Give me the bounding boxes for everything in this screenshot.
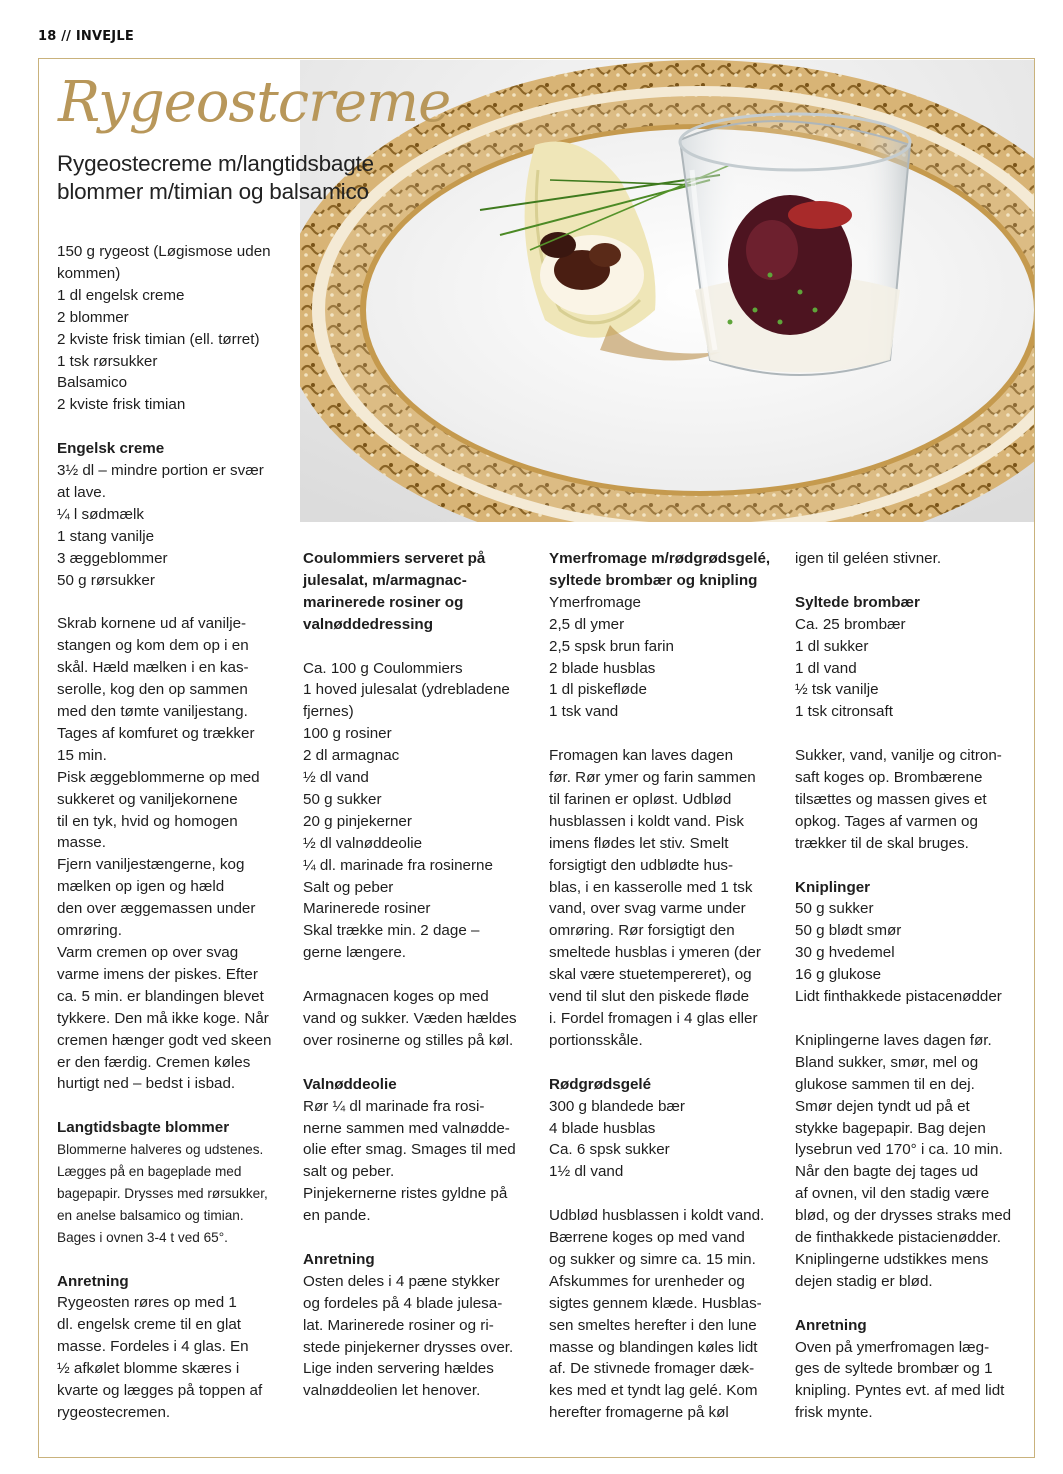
text-line: stykke bagepapir. Bag dejen	[795, 1119, 986, 1137]
text-line: 50 g sukker	[795, 900, 874, 918]
recipe-heading: syltede brombær og knipling	[549, 571, 758, 589]
section-heading: Anretning	[57, 1272, 129, 1290]
text-line: ½ tsk vanilje	[795, 681, 879, 699]
column-3	[549, 548, 784, 1424]
text-line: Afskummes for urenheder og	[549, 1272, 745, 1290]
text-line: en pande.	[303, 1207, 371, 1225]
text-line: 1 tsk vand	[549, 703, 619, 721]
recipe-heading: Ymerfromage m/rødgrødsgelé,	[549, 550, 771, 567]
text-line: knipling. Pyntes evt. af med lidt	[795, 1382, 1005, 1400]
text-line: den over æggemassen under	[57, 900, 256, 918]
text-line: Tages af komfuret og trækker	[57, 724, 255, 742]
text-line: salt og peber.	[303, 1163, 395, 1181]
text-line: af. De stivnede fromager dæk-	[549, 1360, 755, 1378]
text-line: sen smeltes herefter i den lune	[549, 1316, 757, 1334]
text-line: masse. Fordeles i 4 glas. En	[57, 1338, 249, 1356]
text-line: Smør dejen tyndt ud på et	[795, 1097, 970, 1115]
text-line: skål. Hæld mælken i en kas-	[57, 659, 249, 677]
text-line: sukkeret og vaniljekornene	[57, 790, 238, 808]
section-heading: Valnøddeolie	[303, 1075, 397, 1093]
text-line: stangen og kom dem op i en	[57, 637, 249, 655]
text-line: 2,5 dl ymer	[549, 615, 625, 633]
recipe-title: Rygeostcreme	[58, 70, 451, 135]
recipe-heading: marinerede rosiner og	[303, 593, 464, 611]
text-line: kes med et tyndt lag gelé. Kom	[549, 1382, 758, 1400]
text-line: ¼ l sødmælk	[57, 505, 144, 523]
text-line: Pinjekernerne ristes gyldne på	[303, 1185, 508, 1203]
text-line: Skrab kornene ud af vanilje-	[57, 615, 247, 633]
text-line: 150 g rygeost (Løgismose uden	[57, 243, 271, 260]
text-line: valnøddeolien let henover.	[303, 1382, 481, 1400]
text-line: mælken op igen og hæld	[57, 878, 225, 896]
text-line: 1½ dl vand	[549, 1163, 624, 1181]
section-heading: Langtidsbagte blommer	[57, 1119, 230, 1137]
blommer-text	[57, 1139, 292, 1249]
section-heading: Kniplinger	[795, 878, 871, 896]
text-line: ¼ dl. marinade fra rosinerne	[303, 856, 493, 874]
subtitle-line: blommer m/timian og balsamico	[57, 179, 369, 204]
text-line: Kniplingerne laves dagen før.	[795, 1031, 992, 1049]
text-line: og fordeles på 4 blade julesa-	[303, 1294, 503, 1312]
text-line: dejen stadig er blød.	[795, 1272, 933, 1290]
text-line: 300 g blandede bær	[549, 1097, 685, 1115]
text-line: stede pinjekerner drysses over.	[303, 1338, 514, 1356]
section-heading: Engelsk creme	[57, 440, 165, 458]
text-line: portionsskåle.	[549, 1031, 643, 1049]
text-line: herefter fromagerne på køl	[549, 1404, 729, 1422]
text-line: Rygeosten røres op med 1	[57, 1294, 237, 1312]
text-line: frisk mynte.	[795, 1404, 873, 1422]
text-line: Armagnacen koges op med	[303, 988, 489, 1006]
text-line: 15 min.	[57, 746, 107, 764]
text-line: Osten deles i 4 pæne stykker	[303, 1272, 500, 1290]
text-line: Ca. 6 spsk sukker	[549, 1141, 670, 1159]
text-line: husblassen i koldt vand. Pisk	[549, 812, 745, 830]
text-line: olie efter smag. Smages til med	[303, 1141, 516, 1159]
text-line: 2 kviste frisk timian	[57, 396, 186, 414]
text-line: 4 blade husblas	[549, 1119, 656, 1137]
text-line: omrøring. Rør forsigtigt den	[549, 922, 735, 940]
text-line: vand, over svag varme under	[549, 900, 746, 918]
text-line: omrøring.	[57, 922, 122, 940]
text-line: 1 stang vanilje	[57, 527, 155, 545]
text-line: 2 kviste frisk timian (ell. tørret)	[57, 330, 260, 348]
text-line: Pisk æggeblommerne op med	[57, 768, 260, 786]
section-heading: Rødgrødsgelé	[549, 1075, 652, 1093]
text-line: før. Rør ymer og farin sammen	[549, 769, 756, 787]
text-line: masse.	[57, 834, 106, 852]
column-2	[303, 548, 538, 1402]
text-line: af ovnen, vil den stadig være	[795, 1185, 990, 1203]
text-line: Lige inden servering hældes	[303, 1360, 494, 1378]
text-line: Rør ¼ dl marinade fra rosi-	[303, 1097, 485, 1115]
text-line: Oven på ymerfromagen læg-	[795, 1338, 990, 1356]
text-line: er den færdig. Cremen køles	[57, 1053, 251, 1071]
page-header: 18 // INVEJLE	[38, 29, 134, 44]
text-line: Bland sukker, smør, mel og	[795, 1053, 979, 1071]
text-line: Varm cremen op over svag	[57, 943, 239, 961]
text-line: forsigtigt den udblødte hus-	[549, 856, 734, 874]
text-line: skal være stuetempereret), og	[549, 966, 752, 984]
text-line: igen til geléen stivner.	[795, 550, 942, 567]
text-line: 20 g pinjekerner	[303, 812, 412, 830]
recipe-heading: julesalat, m/armagnac-	[303, 571, 467, 589]
text-line: ½ afkølet blomme skæres i	[57, 1360, 240, 1378]
section-heading: Anretning	[795, 1316, 867, 1334]
text-line: Ca. 100 g Coulommiers	[303, 659, 463, 677]
text-line: 16 g glukose	[795, 966, 882, 984]
text-line: lat. Marinerede rosiner og ri-	[303, 1316, 494, 1334]
text-line: 30 g hvedemel	[795, 944, 895, 962]
text-line: i. Fordel fromagen i 4 glas eller	[549, 1010, 758, 1028]
text-line: fjernes)	[303, 703, 354, 721]
text-line: ges de syltede brombær og 1	[795, 1360, 993, 1378]
text-line: 1 dl sukker	[795, 637, 869, 655]
text-line: smeltede husblas i ymeren (der	[549, 944, 761, 962]
text-line: Udblød husblassen i koldt vand.	[549, 1207, 765, 1225]
text-line: de finthakkede pistacienødder.	[795, 1229, 1002, 1247]
text-line: 3 æggeblommer	[57, 549, 168, 567]
text-line: saft koges op. Brombærene	[795, 769, 983, 787]
text-line: med den tømte vaniljestang.	[57, 703, 248, 720]
section-heading: Anretning	[303, 1250, 375, 1268]
subtitle-line: Rygeostecreme m/langtidsbagte	[57, 151, 374, 176]
text-line: opkog. Tages af varmen og	[795, 812, 978, 830]
text-line: 1 hoved julesalat (ydrebladene	[303, 681, 510, 699]
text-line: 1 dl vand	[795, 659, 857, 677]
text-line: imens flødes let stiv. Smelt	[549, 834, 729, 852]
text-line: til en tyk, hvid og homogen	[57, 812, 238, 830]
text-line: Fromagen kan laves dagen	[549, 747, 734, 765]
text-line: over rosinerne og stilles på køl.	[303, 1031, 514, 1049]
text-line: glukose sammen til en dej.	[795, 1075, 975, 1093]
text-line: 1 tsk citronsaft	[795, 703, 893, 721]
text-line: Ymerfromage	[549, 593, 642, 611]
text-line: Lidt finthakkede pistacenødder	[795, 988, 1002, 1006]
text-line: nerne sammen med valnødde-	[303, 1119, 510, 1137]
text-line: til farinen er opløst. Udblød	[549, 790, 732, 808]
text-line: 50 g sukker	[303, 790, 382, 808]
text-line: cremen hænger godt ved skeen	[57, 1031, 272, 1049]
text-line: 2,5 spsk brun farin	[549, 637, 674, 655]
text-line: 1 dl piskefløde	[549, 681, 647, 699]
text-line: blas, i en kasserolle med 1 tsk	[549, 878, 753, 896]
text-line: dl. engelsk creme til en glat	[57, 1316, 242, 1334]
text-line: Salt og peber	[303, 878, 394, 896]
text-line: Ca. 25 brombær	[795, 615, 906, 633]
recipe-heading: Coulommiers serveret på	[303, 550, 486, 567]
text-line: 100 g rosiner	[303, 725, 392, 743]
recipe-heading: valnøddedressing	[303, 615, 433, 633]
text-line: vend til slut den piskede fløde	[549, 988, 750, 1006]
text-line: ½ dl vand	[303, 769, 369, 787]
text-line: trækker til de skal bruges.	[795, 834, 969, 852]
text-line: kvarte og lægges på toppen af	[57, 1382, 263, 1400]
text-line: Når den bagte dej tages ud	[795, 1163, 979, 1181]
text-line: tykkere. Den må ikke koge. Når	[57, 1009, 269, 1027]
text-line: masse og blandingen køles lidt	[549, 1338, 758, 1356]
section-heading: Syltede brombær	[795, 593, 920, 611]
text-line: Balsamico	[57, 374, 128, 392]
text-line: Fjern vaniljestængerne, kog	[57, 856, 245, 874]
text-line: 2 blade husblas	[549, 659, 656, 677]
text-line: en anelse balsamico og timian.	[57, 1207, 244, 1223]
text-line: lysebrun ved 170° i ca. 10 min.	[795, 1141, 1003, 1159]
text-line: hurtigt ned – bedst i isbad.	[57, 1075, 236, 1093]
text-line: Lægges på en bageplade med	[57, 1164, 242, 1180]
text-line: Blommerne halveres og udstenes.	[57, 1142, 264, 1158]
text-line: 3½ dl – mindre portion er svær	[57, 462, 264, 480]
text-line: vand og sukker. Væden hældes	[303, 1010, 517, 1027]
ingredient-list	[57, 241, 292, 416]
text-line: sigtes gennem klæde. Husblas-	[549, 1294, 762, 1312]
text-line: Bages i ovnen 3-4 t ved 65°.	[57, 1229, 228, 1245]
column-4	[795, 548, 1030, 1424]
text-line: ca. 5 min. er blandingen blevet	[57, 987, 264, 1005]
text-line: varme imens der piskes. Efter	[57, 965, 258, 983]
text-line: og sukker og simre ca. 15 min.	[549, 1250, 756, 1268]
text-line: gerne længere.	[303, 944, 407, 962]
text-line: 2 dl armagnac	[303, 747, 400, 765]
text-line: 1 dl engelsk creme	[57, 286, 185, 304]
text-line: 1 tsk rørsukker	[57, 352, 158, 370]
text-line: blød, og der drysses straks med	[795, 1207, 1012, 1225]
text-line: 50 g rørsukker	[57, 571, 155, 589]
column-1	[57, 241, 292, 1424]
text-line: Kniplingerne udstikkes mens	[795, 1250, 989, 1268]
text-line: 2 blommer	[57, 308, 129, 326]
text-line: ½ dl valnøddeolie	[303, 834, 423, 852]
text-line: serolle, kog den op sammen	[57, 681, 248, 699]
recipe-subtitle	[57, 150, 387, 206]
text-line: rygeostecremen.	[57, 1403, 171, 1421]
text-line: kommen)	[57, 264, 121, 282]
text-line: 50 g blødt smør	[795, 922, 902, 940]
text-line: tilsættes og massen gives et	[795, 790, 987, 808]
text-line: Skal trække min. 2 dage –	[303, 922, 480, 940]
text-line: Marinerede rosiner	[303, 900, 431, 918]
text-line: bagepapir. Drysses med rørsukker,	[57, 1185, 268, 1201]
text-line: Bærrene koges op med vand	[549, 1229, 745, 1247]
text-line: at lave.	[57, 483, 106, 501]
text-line: Sukker, vand, vanilje og citron-	[795, 747, 1002, 765]
